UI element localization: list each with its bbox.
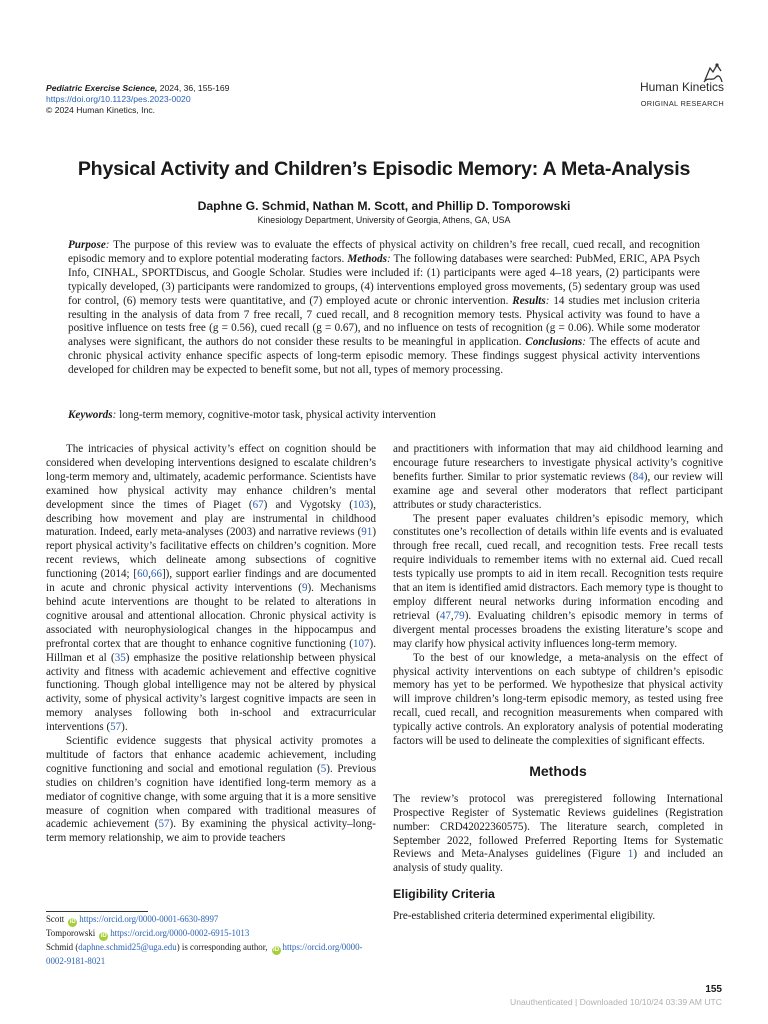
abstract-purpose-text: The purpose of this review was to evaluate the effects of physical activity on children’s free recall, cued recall, and recognition episodic memory and to explore potential moderating factors. bbox=[68, 239, 700, 265]
left-column bbox=[46, 443, 376, 846]
keywords-text: long-term memory, cognitive-motor task, physical activity intervention bbox=[119, 409, 436, 421]
body-text: ) and Vygotsky ( bbox=[263, 498, 353, 511]
orcid-icon: iD bbox=[100, 933, 107, 939]
citation-link[interactable]: 35 bbox=[114, 651, 126, 664]
body-text: ). Mechanisms behind acute interventions are thought to be related to alterations in cognitive arousal and attentional allocation. Chronic physical activity is associated with neurophysiological changes in the hippocampus and prefrontal cortex that are thought to enhance cognitive functioning ( bbox=[46, 582, 377, 650]
abstract-methods-label: Methods bbox=[347, 252, 387, 265]
footnote-scott bbox=[46, 913, 376, 927]
abstract-results-text: 14 studies met inclusion criteria resulting in the analysis of data from 7 free recall, 7 cued recall, and 8 recognition memory tests. Physical activity was found to have a positive influence on tests free (g = 0.56), cued recall (g = 0.67), and no influence on tests of recognition (g = 0.06). While some moderator analyses were significant, the authors do not consider these results to be meaningful in application. bbox=[68, 294, 700, 349]
header bbox=[46, 80, 724, 123]
author-list: Daphne G. Schmid, Nathan M. Scott, and Phillip D. Tomporowski bbox=[197, 199, 571, 213]
body-text: ), our review will examine age and several other moderators that reflect participant attributes or study characteristics. bbox=[393, 470, 724, 511]
schmid-orcid-link[interactable]: https://orcid.org/0000-0002-9181-8021 bbox=[46, 942, 363, 966]
methods-paragraph bbox=[393, 793, 723, 876]
citation-link[interactable]: 60 bbox=[137, 568, 149, 581]
intro-paragraph-5 bbox=[393, 652, 723, 749]
abstract-methods-text: The following databases were searched: PubMed, ERIC, APA Psych Info, CINHAL, SPORTDiscus, and Google Scholar. Studies were included if: (1) participants were aged 4–18 years, (2) participants were typically developed, (3) participants were randomized to groups, (4) interventions employed gross movements, (5) sedentary group was used for control, (6) memory tests were quantitative, and (7) employed acute or chronic intervention. bbox=[68, 252, 700, 307]
intro-paragraph-1 bbox=[46, 443, 376, 735]
abstract-conclusions-text: The effects of acute and chronic physical activity enhance specific aspects of long-term episodic memory. These findings suggest physical activity interventions developed for children may be expected to benefit some, but not all, types of memory processing. bbox=[68, 336, 700, 377]
page-number: 155 bbox=[705, 984, 722, 995]
body-text: Pre-established criteria determined experimental eligibility. bbox=[393, 910, 656, 923]
footnote-scott-name: Scott bbox=[46, 914, 65, 924]
body-text: ). Evaluating children’s episodic memory in terms of divergent mental processes broadens the existing literature’s scope and may clarify how physical activity influences long-term memory. bbox=[393, 609, 724, 650]
body-text: The present paper evaluates children’s episodic memory, which constitutes one’s recollection of details within life events and is evaluated through free recall, cued recall, and recognition tests. Free recall tests require individuals to remember items with no external aid. Cued recall tests typically use prompts to aid in item recall. Recognition tests require that an item is identified amid distractors. Each memory type is thought to employ different neural networks during information encoding and retrieval ( bbox=[393, 512, 723, 622]
right-column bbox=[393, 443, 723, 924]
body-text: The intricacies of physical activity’s effect on cognition should be considered when developing interventions designed to escalate children’s long-term memory and, ultimately, academic performance. Scientists have examined how physical activity may enhance children’s mental development since the times of Piaget ( bbox=[46, 443, 376, 511]
citation-link[interactable]: 91 bbox=[361, 526, 373, 539]
orcid-icon: iD bbox=[273, 947, 280, 953]
intro-paragraph-2 bbox=[46, 735, 376, 846]
scott-orcid-link[interactable]: https://orcid.org/0000-0001-6630-8997 bbox=[79, 914, 219, 924]
keywords: Keywords: long-term memory, cognitive-motor task, physical activity intervention bbox=[68, 409, 436, 421]
journal-ref: 2024, 36, 155-169 bbox=[157, 83, 230, 93]
journal-name: Pediatric Exercise Science, bbox=[46, 83, 158, 93]
abstract-purpose-label: Purpose bbox=[68, 239, 106, 251]
body-text: ), describing how movement and play are instrumental in childhood maturation. Indeed, early meta-analyses (2003) and narrative reviews ( bbox=[46, 498, 376, 539]
citation-link[interactable]: 57 bbox=[110, 721, 122, 734]
intro-paragraph-3 bbox=[393, 443, 723, 513]
affiliation: Kinesiology Department, University of Georgia, Athens, GA, USA bbox=[257, 215, 511, 225]
citation-link[interactable]: 84 bbox=[632, 470, 644, 483]
citation-link[interactable]: 47 bbox=[439, 609, 451, 622]
footnote-schmid-prefix: Schmid ( bbox=[46, 942, 79, 952]
citation-link[interactable]: 66 bbox=[150, 568, 162, 581]
keywords-label: Keywords bbox=[68, 409, 113, 421]
copyright: © 2024 Human Kinetics, Inc. bbox=[46, 105, 156, 116]
body-text: , bbox=[148, 568, 151, 581]
article-type: ORIGINAL RESEARCH bbox=[640, 99, 724, 108]
footnote-schmid bbox=[46, 941, 376, 968]
publisher-name: Human Kinetics bbox=[639, 80, 724, 94]
body-text: To the best of our knowledge, a meta-analysis on the effect of physical activity interventions on each subtype of children’s episodic memory has yet to be performed. We hypothesize that physical activity will improve children’s long-term episodic memory, as tested using free recall, cued recall, and recognition measurements when compared with typically active controls. An exploratory analysis of potential moderating factors will be used to delineate the complexities of significant effects. bbox=[393, 651, 723, 748]
article-title: Physical Activity and Children’s Episodic Memory: A Meta-Analysis bbox=[77, 158, 691, 180]
orcid-icon: iD bbox=[69, 919, 76, 925]
body-text: The review’s protocol was preregistered following International Prospective Register of Systematic Reviews guidelines (Registration number: CRD42022360575). The literature search, completed in September 2022, followed Preferred Reporting Items for Systematic Reviews and Meta-Analyses guidelines (Figure bbox=[393, 792, 723, 861]
intro-paragraph-4 bbox=[393, 513, 723, 652]
body-text: ). By examining the physical activity–long-term memory relationship, we aim to provide teachers bbox=[46, 818, 376, 845]
body-text: ]), support earlier findings and are documented in acute and chronic physical activity interventions ( bbox=[46, 568, 377, 595]
citation-link[interactable]: 79 bbox=[453, 609, 465, 622]
body-text: ) and included an analysis of study quality. bbox=[393, 848, 723, 875]
body-text: ). Hillman et al ( bbox=[46, 637, 376, 664]
abstract: Purpose: The purpose of this review was to evaluate the effects of physical activity on children’s free recall, cued recall, and recognition episodic memory and to explore potential moderating factors. Methods: The following databases were searched: PubMed, ERIC, APA Psych Info, CINHAL, SPORTDiscus, and Google Scholar. Studies were included if: (1) participants were aged 4–18 years, (2) participants were typically developed, (3) participants were randomized to groups, (4) interventions employed gross movements, (5) sedentary group was used for control, (6) memory tests were quantitative, and (7) employed acute or chronic intervention. Results: 14 studies met inclusion criteria resulting in the analysis of data from 7 free recall, 7 cued recall, and 8 recognition memory tests. Physical activity was found to have a positive influence on tests free (g = 0.56), cued recall (g = 0.67), and no influence on tests of recognition (g = 0.06). While some moderator analyses were significant, the authors do not consider these results to be meaningful in application. Conclusions: The effects of acute and chronic physical activity enhance specific aspects of long-term episodic memory. These findings suggest physical activity interventions developed for children may be expected to benefit some, but not all, types of memory processing. bbox=[68, 239, 700, 377]
body-text: Scientific evidence suggests that physical activity promotes a multitude of factors that enhance academic achievement, including cognitive functioning and social and emotional regulation ( bbox=[46, 735, 376, 775]
body-text: and practitioners with information that may aid childhood learning and encourage future researchers to investigate physical activity’s cognitive benefits further. Similar to prior systematic reviews ( bbox=[393, 443, 723, 483]
body-text: ). bbox=[121, 721, 128, 734]
body-text: ) emphasize the positive relationship between physical activity and fitness with academic achievement and effective cognitive functioning. Though global intelligence may not be altered by physical activity, some of physical activity’s largest cognitive impacts are seen in memory analyses following both in-school and extracurricular interventions ( bbox=[46, 651, 376, 734]
citation-link[interactable]: 9 bbox=[301, 582, 308, 595]
abstract-results-label: Results bbox=[512, 294, 546, 307]
footnote-tomporowski-name: Tomporowski bbox=[46, 928, 96, 938]
body-text: ). Previous studies on children’s cognition have identified long-term memory as a mediator of cognitive change, with some arguing that it is a more sensitive measure of cognition when compared with traditional measures of academic achievement ( bbox=[46, 762, 376, 831]
schmid-email-link[interactable]: daphne.schmid25@uga.edu bbox=[78, 942, 177, 952]
citation-link[interactable]: 67 bbox=[252, 498, 264, 511]
citation-link[interactable]: 5 bbox=[320, 762, 327, 775]
doi-link[interactable]: https://doi.org/10.1123/pes.2023-0020 bbox=[46, 94, 191, 105]
footnote-schmid-suffix: ) is corresponding author, bbox=[176, 942, 268, 952]
citation-link[interactable]: 1 bbox=[627, 848, 634, 861]
citation-link[interactable]: 103 bbox=[352, 498, 370, 511]
eligibility-paragraph bbox=[393, 910, 723, 924]
methods-heading: Methods bbox=[529, 762, 587, 779]
eligibility-heading: Eligibility Criteria bbox=[393, 887, 495, 902]
body-text: ) report physical activity’s facilitative effects on children’s cognition. More recent reviews, which delineate among subsections of cognitive functioning (2014; [ bbox=[46, 526, 376, 581]
footnote-tomporowski bbox=[46, 927, 376, 941]
citation-link[interactable]: 107 bbox=[352, 637, 370, 650]
footnote-divider bbox=[46, 911, 148, 912]
citation-link[interactable]: 57 bbox=[158, 818, 170, 831]
journal-info bbox=[46, 83, 229, 117]
download-stamp: Unauthenticated | Downloaded 10/10/24 03:39 AM UTC bbox=[510, 997, 722, 1007]
abstract-conclusions-label: Conclusions bbox=[525, 336, 583, 349]
body-text: , bbox=[450, 609, 454, 622]
tomporowski-orcid-link[interactable]: https://orcid.org/0000-0002-6915-1013 bbox=[110, 928, 250, 938]
footnotes bbox=[46, 913, 376, 968]
